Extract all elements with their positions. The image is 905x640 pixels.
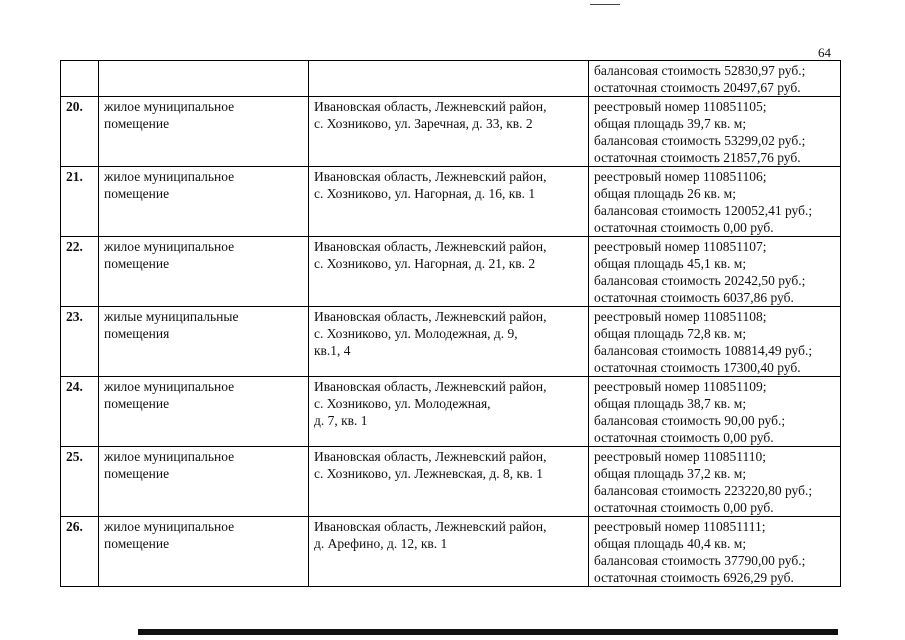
details-line: балансовая стоимость 53299,02 руб.; (594, 133, 806, 148)
address-line: Ивановская область, Лежневский район, (314, 519, 547, 534)
row-number: 22. (61, 237, 99, 307)
address-line: с. Хозниково, ул. Лежневская, д. 8, кв. 1 (314, 466, 543, 481)
details-line: остаточная стоимость 6037,86 руб. (594, 290, 794, 305)
address-line: Ивановская область, Лежневский район, (314, 169, 547, 184)
details-line: балансовая стоимость 108814,49 руб.; (594, 343, 813, 358)
object-name-line: жилое муниципальное (104, 239, 235, 254)
table-row (61, 447, 841, 517)
address-cell (309, 237, 589, 307)
object-name-line: помещения (104, 326, 170, 341)
address-line: Ивановская область, Лежневский район, (314, 379, 547, 394)
address-cell (309, 167, 589, 237)
details-cell (589, 61, 841, 97)
details-line: балансовая стоимость 223220,80 руб.; (594, 483, 813, 498)
details-line: реестровый номер 110851106; (594, 169, 767, 184)
details-line: остаточная стоимость 0,00 руб. (594, 430, 774, 445)
object-name-line: помещение (104, 256, 170, 271)
table-row (61, 377, 841, 447)
object-name-cell (99, 447, 309, 517)
address-line: с. Хозниково, ул. Молодежная, д. 9, (314, 326, 518, 341)
object-name-line: помещение (104, 116, 170, 131)
details-cell (589, 97, 841, 167)
object-name-cell (99, 237, 309, 307)
details-line: остаточная стоимость 0,00 руб. (594, 500, 774, 515)
address-line: с. Хозниково, ул. Молодежная, (314, 396, 491, 411)
address-line: Ивановская область, Лежневский район, (314, 309, 547, 324)
table-row (61, 237, 841, 307)
top-rule (590, 4, 620, 5)
address-line: с. Хозниково, ул. Нагорная, д. 21, кв. 2 (314, 256, 536, 271)
object-name-line: помещение (104, 396, 170, 411)
details-line: балансовая стоимость 52830,97 руб.; (594, 63, 806, 78)
row-number: 24. (61, 377, 99, 447)
address-line: Ивановская область, Лежневский район, (314, 449, 547, 464)
details-line: остаточная стоимость 21857,76 руб. (594, 150, 801, 165)
row-number: 23. (61, 307, 99, 377)
details-cell (589, 307, 841, 377)
page-number: 64 (818, 45, 831, 60)
address-cell (309, 517, 589, 587)
object-name-cell (99, 377, 309, 447)
address-cell (309, 447, 589, 517)
details-line: остаточная стоимость 6926,29 руб. (594, 570, 794, 585)
object-name-line: жилое муниципальное (104, 169, 235, 184)
address-line: д. 7, кв. 1 (314, 413, 368, 428)
details-line: остаточная стоимость 20497,67 руб. (594, 80, 801, 95)
object-name-line: жилое муниципальное (104, 379, 235, 394)
details-line: реестровый номер 110851108; (594, 309, 767, 324)
table-body (61, 61, 841, 587)
address-line: д. Арефино, д. 12, кв. 1 (314, 536, 448, 551)
object-name-line: жилое муниципальное (104, 99, 235, 114)
object-name-line: помещение (104, 466, 170, 481)
row-number: 25. (61, 447, 99, 517)
object-name-cell (99, 97, 309, 167)
row-number (61, 61, 99, 97)
object-name-line: помещение (104, 536, 170, 551)
address-line: Ивановская область, Лежневский район, (314, 239, 547, 254)
object-name-cell (99, 167, 309, 237)
object-name-line: помещение (104, 186, 170, 201)
details-line: общая площадь 72,8 кв. м; (594, 326, 747, 341)
details-line: общая площадь 37,2 кв. м; (594, 466, 747, 481)
table-row (61, 61, 841, 97)
address-cell (309, 307, 589, 377)
details-line: реестровый номер 110851109; (594, 379, 767, 394)
details-cell (589, 517, 841, 587)
details-line: реестровый номер 110851107; (594, 239, 767, 254)
table-row (61, 167, 841, 237)
details-line: балансовая стоимость 37790,00 руб.; (594, 553, 806, 568)
details-cell (589, 377, 841, 447)
object-name-line: жилые муниципальные (104, 309, 239, 324)
address-line: кв.1, 4 (314, 343, 351, 358)
details-cell (589, 167, 841, 237)
property-registry-table (60, 60, 841, 587)
table-row (61, 517, 841, 587)
details-line: реестровый номер 110851111; (594, 519, 766, 534)
details-line: общая площадь 40,4 кв. м; (594, 536, 747, 551)
details-line: балансовая стоимость 20242,50 руб.; (594, 273, 806, 288)
details-line: остаточная стоимость 0,00 руб. (594, 220, 774, 235)
details-line: балансовая стоимость 120052,41 руб.; (594, 203, 813, 218)
details-line: общая площадь 26 кв. м; (594, 186, 736, 201)
details-line: общая площадь 39,7 кв. м; (594, 116, 747, 131)
object-name-cell (99, 517, 309, 587)
details-line: общая площадь 38,7 кв. м; (594, 396, 747, 411)
address-cell (309, 377, 589, 447)
details-line: балансовая стоимость 90,00 руб.; (594, 413, 786, 428)
details-cell (589, 237, 841, 307)
address-cell (309, 97, 589, 167)
details-line: реестровый номер 110851110; (594, 449, 767, 464)
row-number: 20. (61, 97, 99, 167)
address-line: Ивановская область, Лежневский район, (314, 99, 547, 114)
table-row (61, 97, 841, 167)
object-name-line: жилое муниципальное (104, 519, 235, 534)
address-line: с. Хозниково, ул. Нагорная, д. 16, кв. 1 (314, 186, 536, 201)
object-name-line: жилое муниципальное (104, 449, 235, 464)
row-number: 26. (61, 517, 99, 587)
details-line: остаточная стоимость 17300,40 руб. (594, 360, 801, 375)
details-cell (589, 447, 841, 517)
address-line: с. Хозниково, ул. Заречная, д. 33, кв. 2 (314, 116, 533, 131)
details-line: общая площадь 45,1 кв. м; (594, 256, 747, 271)
details-line: реестровый номер 110851105; (594, 99, 767, 114)
bottom-scan-bar (138, 629, 838, 635)
address-cell (309, 61, 589, 97)
object-name-cell (99, 307, 309, 377)
object-name-cell (99, 61, 309, 97)
table-row (61, 307, 841, 377)
row-number: 21. (61, 167, 99, 237)
